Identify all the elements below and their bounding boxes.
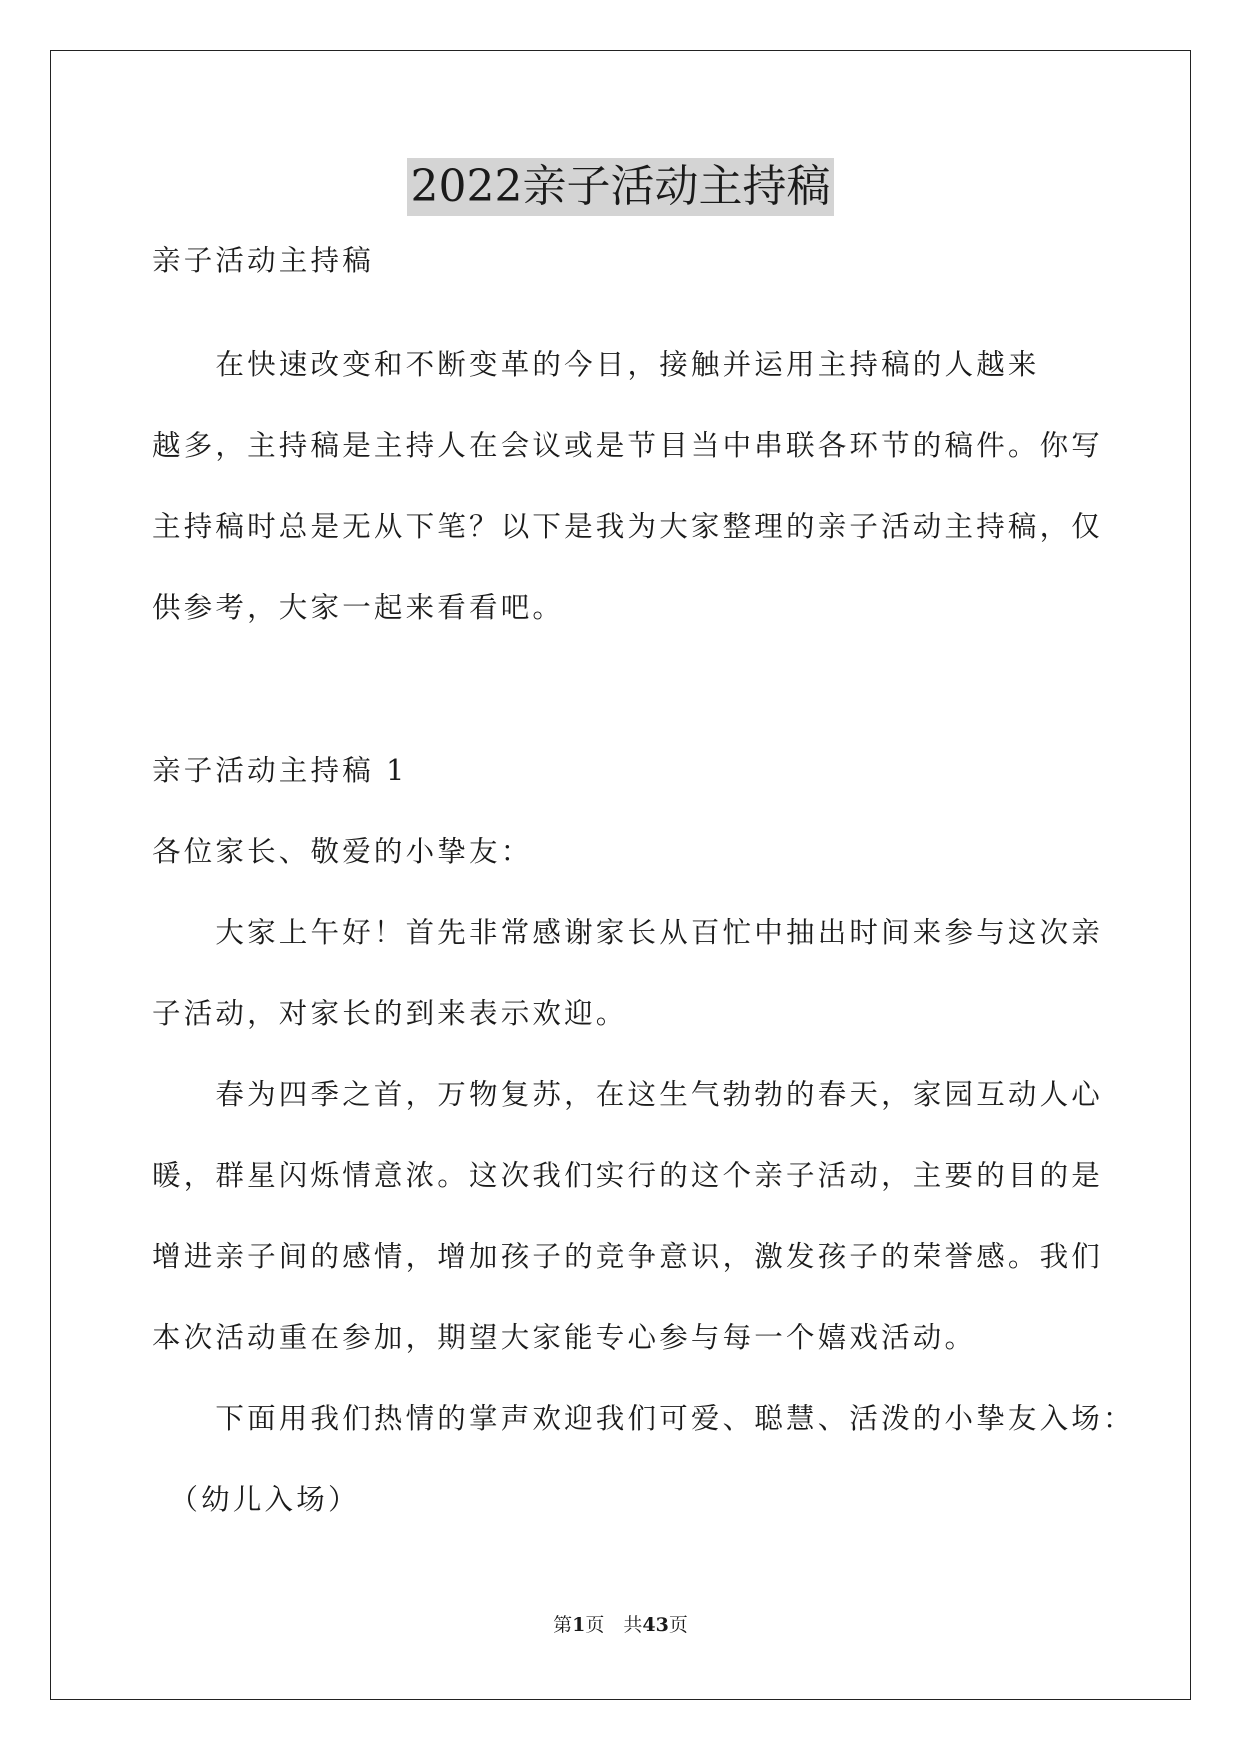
document-title: 2022亲子活动主持稿 bbox=[407, 158, 835, 216]
paragraph-line: 本次活动重在参加，期望大家能专心参与每一个嬉戏活动。 bbox=[152, 1321, 977, 1354]
paragraph-line: 越多，主持稿是主持人在会议或是节目当中串联各环节的稿件。你写 bbox=[152, 429, 1104, 462]
salutation: 各位家长、敬爱的小挚友： bbox=[152, 835, 533, 868]
total-pages-number: 43 bbox=[642, 1614, 669, 1636]
paragraph-line: 下面用我们热情的掌声欢迎我们可爱、聪慧、活泼的小挚友入场： bbox=[152, 1402, 1135, 1435]
paragraph-line: 暖，群星闪烁情意浓。这次我们实行的这个亲子活动，主要的目的是 bbox=[152, 1159, 1104, 1192]
paragraph-line: （幼儿入场） bbox=[152, 1483, 360, 1516]
title-container bbox=[0, 158, 1241, 216]
paragraph-line: 子活动，对家长的到来表示欢迎。 bbox=[152, 997, 628, 1030]
footer-suffix: 页 bbox=[668, 1614, 688, 1636]
section-heading: 亲子活动主持稿 1 bbox=[152, 754, 408, 787]
current-page-number: 1 bbox=[572, 1614, 586, 1636]
paragraph-line: 在快速改变和不断变革的今日，接触并运用主持稿的人越来 bbox=[152, 348, 1040, 381]
page-border bbox=[50, 50, 1191, 1700]
paragraph-line: 春为四季之首，万物复苏，在这生气勃勃的春天，家园互动人心 bbox=[152, 1078, 1104, 1111]
footer-mid: 页 共 bbox=[585, 1614, 643, 1636]
page-footer bbox=[0, 1612, 1241, 1638]
paragraph-line: 供参考，大家一起来看看吧。 bbox=[152, 591, 565, 624]
subtitle: 亲子活动主持稿 bbox=[152, 244, 374, 277]
footer-prefix: 第 bbox=[553, 1614, 573, 1636]
paragraph-line: 主持稿时总是无从下笔？以下是我为大家整理的亲子活动主持稿，仅 bbox=[152, 510, 1104, 543]
paragraph-line: 增进亲子间的感情，增加孩子的竞争意识，激发孩子的荣誉感。我们 bbox=[152, 1240, 1104, 1273]
paragraph-line: 大家上午好！首先非常感谢家长从百忙中抽出时间来参与这次亲 bbox=[152, 916, 1104, 949]
